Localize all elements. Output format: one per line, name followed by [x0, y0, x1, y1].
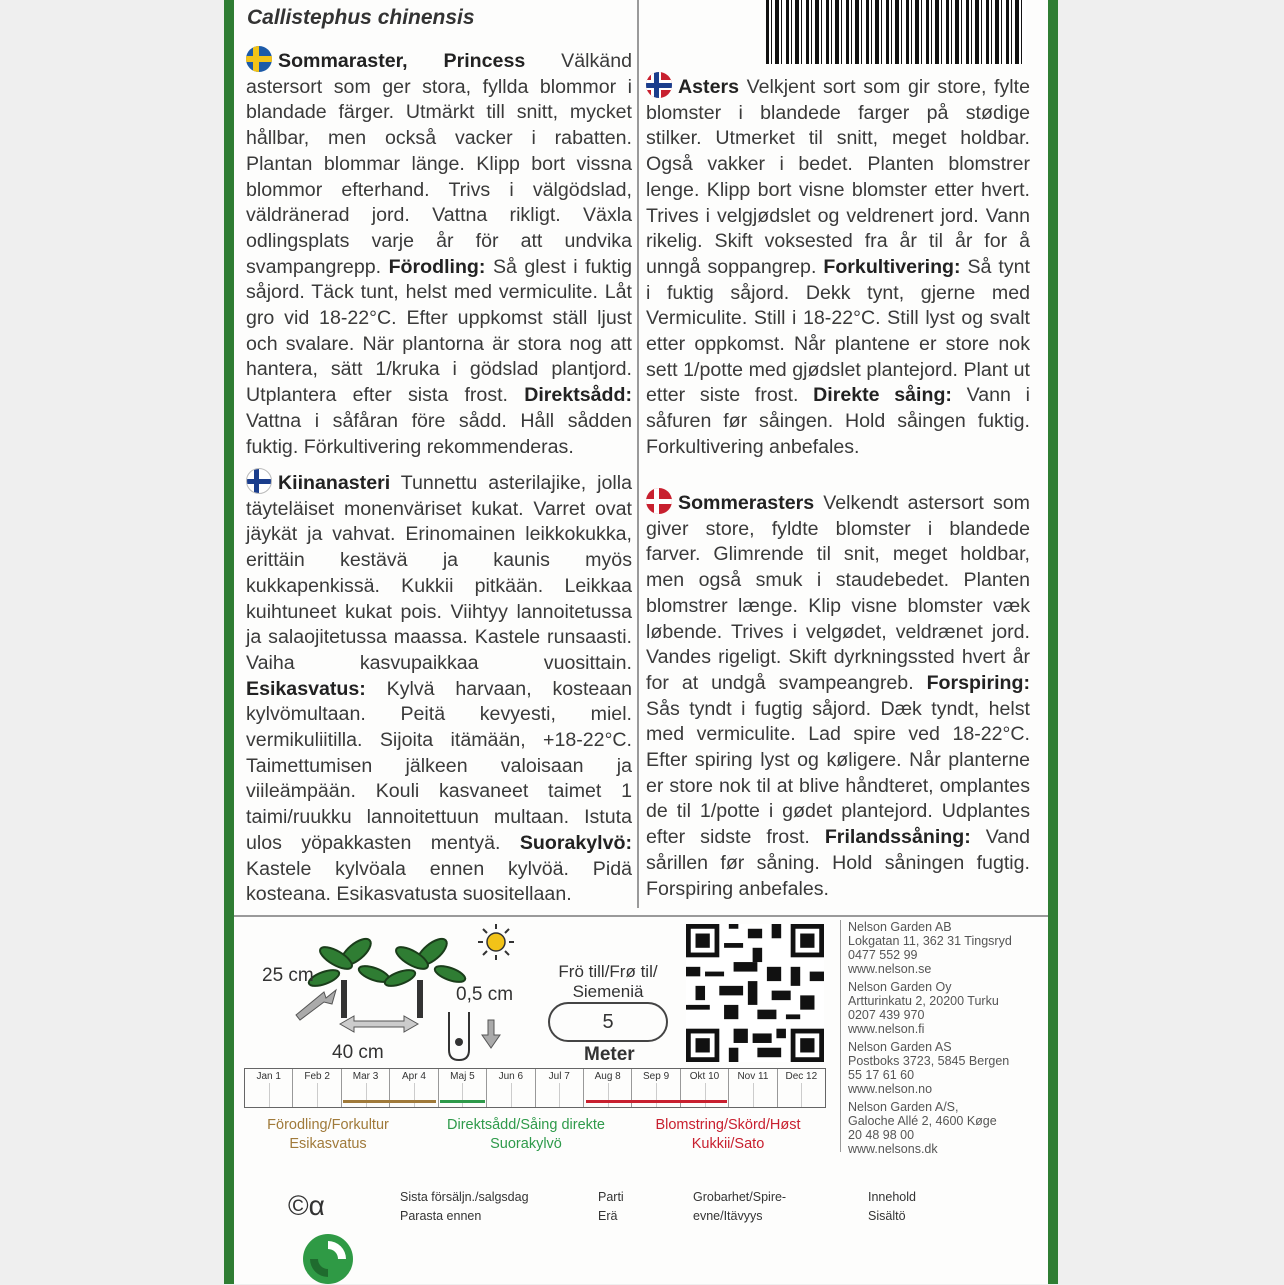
swedish-title: Sommaraster, Princess — [278, 50, 526, 72]
finnish-heading-2: Suorakylvö: — [519, 831, 632, 854]
legend-sow-indoor — [236, 1116, 420, 1154]
calendar-bar-direktsadd — [440, 1100, 485, 1103]
germination-label-line-1: Grobarhet/Spire- — [693, 1190, 787, 1204]
plant-spacing-label: 40 cm — [332, 1042, 384, 1063]
address-web: www.nelson.se — [848, 962, 932, 976]
norwegian-text-2: Vann i såfuren før såingen. Hold såingen fuktig. Forkultivering anbefales. — [646, 384, 1030, 458]
calendar-month: Okt 10 — [681, 1069, 729, 1107]
plant-illustration-2 — [383, 934, 467, 1018]
address-street: Lokgatan 11, 362 31 Tingsryd — [848, 934, 1012, 948]
lot-label-line-2: Erä — [598, 1209, 618, 1223]
calendar-month: Jan 1 — [245, 1069, 293, 1107]
alpha-mark: ©α — [288, 1190, 325, 1221]
content-label-line-1: Innehold — [868, 1190, 916, 1204]
barcode — [766, 0, 1026, 64]
calendar-month: Aug 8 — [584, 1069, 632, 1107]
sale-date-label-line-2: Parasta ennen — [400, 1209, 482, 1223]
finnish-text-1: Kylvä harvaan, kosteaan kylvömultaan. Peitä kevyesti, miel. vermikuliitilla. Sijoita itämään, +18-22°C. Taimettumisen jälkeen valoisaan ja viileämpään. Kouli kasvaneet taimet 1 taimi/ruukku lannoitettuun multaan. Istuta ulos yöpakkasten mentyä. — [246, 677, 632, 854]
sowing-depth-label: 0,5 cm — [456, 984, 514, 1005]
address-web: www.nelson.no — [848, 1082, 933, 1096]
danish-title: Sommerasters — [678, 492, 815, 514]
seed-count-box: 5 — [548, 1002, 668, 1042]
swedish-intro: Välkänd astersort som ger stora, fyllda blommor i blandade färger. Utmärkt till snitt, mycket hållbar, men också vacker i rabatten. Plantan blommar länge. Klipp bort vissna blommor efterhand. Trivs i välgödslad, väldränerad jord. Vattna rikligt. Växla odlingsplats varje år för att undvika svampangrepp. — [246, 50, 632, 278]
finnish-heading-1: Esikasvatus: — [246, 677, 366, 700]
address-name: Nelson Garden AB — [848, 920, 952, 934]
swedish-description — [246, 46, 632, 460]
address-phone: 55 17 61 60 — [848, 1068, 915, 1082]
finnish-description — [246, 468, 632, 908]
legend-sow-direct — [426, 1116, 626, 1154]
address-web: www.nelsons.dk — [848, 1142, 938, 1156]
norwegian-intro: Velkjent sort som gir store, fylte blomster i blandede farger på stødige stilker. Utmerket til snitt, meget holdbar. Også vakker i bedet. Planten blomstrer lenge. Klipp bort visne blomster etter hvert. Trives i velgjødslet og veldrenert jord. Vann rikelig. Skift voksested fra år til år for å unngå soppangrep. — [646, 76, 1030, 278]
lot-label-line-1: Parti — [598, 1190, 624, 1204]
address-name: Nelson Garden A/S, — [848, 1100, 959, 1114]
spacing-arrow-icon — [340, 1016, 418, 1032]
calendar-month: Sep 9 — [632, 1069, 680, 1107]
danish-text-1: Sås tyndt i fugtig såjord. Dæk tyndt, helst med vermiculite. Lad spire ved 18-22°C. Efter spiring lyst og køligere. Når planterne er store nok til at blive håndteret, omplantes de til 1/potte i gødet plantejord. Udplantes efter sidste frost. — [646, 697, 1030, 849]
norwegian-heading-2: Direkte såing: — [813, 384, 952, 407]
sun-icon — [478, 924, 514, 960]
danish-heading-2: Frilandssåning: — [824, 826, 971, 849]
finnish-flag-icon — [246, 468, 272, 494]
calendar-month: Apr 4 — [390, 1069, 438, 1107]
height-arrow-icon — [296, 990, 336, 1020]
address-web: www.nelson.fi — [848, 1022, 925, 1036]
left-green-stripe — [224, 0, 234, 1284]
right-green-stripe — [1048, 0, 1058, 1284]
sale-date-label — [400, 1188, 529, 1226]
calendar-month: Jul 7 — [536, 1069, 584, 1107]
norwegian-description — [646, 72, 1030, 461]
swedish-heading-2: Direktsådd: — [524, 384, 632, 407]
company-addresses — [848, 920, 1048, 1156]
norwegian-title: Asters — [678, 76, 739, 98]
sale-date-label-line-1: Sista försäljn./salgsdag — [400, 1190, 529, 1204]
section-divider — [234, 915, 1048, 917]
content-label-line-2: Sisältö — [868, 1209, 906, 1223]
finnish-intro: Tunnettu asterilajike, jolla täyteläiset monenväriset kukat. Varret ovat jäykät ja vahvat. Erinomainen leikkokukka, erittäin kestävä ja kaunis myös kukkapenkissä. Kukkii pitkään. Leikkaa kuihtuneet kukat pois. Viihtyy lannoitetussa ja salaojitetussa maassa. Kastele runsaasti. Vaiha kasvupaikkaa vuosittain. — [246, 472, 632, 674]
column-divider — [637, 0, 639, 908]
legend-sow-indoor-line-1: Förodling/Forkultur — [267, 1117, 389, 1133]
danish-flag-icon — [646, 488, 672, 514]
legend-bloom — [630, 1116, 826, 1154]
calendar-month: Nov 11 — [729, 1069, 777, 1107]
address-phone: 0477 552 99 — [848, 948, 918, 962]
legend-sow-direct-line-2: Suorakylvö — [490, 1136, 562, 1152]
depth-diagram — [449, 1012, 500, 1060]
address-street: Galoche Allé 2, 4600 Køge — [848, 1114, 997, 1128]
legend-sow-direct-line-1: Direktsådd/Såing direkte — [447, 1117, 605, 1133]
address-street: Artturinkatu 2, 20200 Turku — [848, 994, 999, 1008]
qr-code — [686, 924, 824, 1062]
calendar-month: Mar 3 — [342, 1069, 390, 1107]
sowing-calendar — [244, 1068, 826, 1108]
address-divider — [840, 920, 841, 1152]
address-name: Nelson Garden Oy — [848, 980, 952, 994]
swedish-text-2: Vattna i såfåran före sådd. Håll sådden fuktig. Förkultivering rekommenderas. — [246, 409, 632, 458]
address-phone: 0207 439 970 — [848, 1008, 925, 1022]
danish-description — [646, 488, 1030, 902]
calendar-month: Dec 12 — [778, 1069, 825, 1107]
finnish-title: Kiinanasteri — [278, 472, 391, 494]
seeds-for-label — [548, 962, 668, 1002]
legend-bloom-line-1: Blomstring/Skörd/Høst — [655, 1117, 801, 1133]
danish-heading-1: Forspiring: — [926, 671, 1030, 694]
lot-label — [598, 1188, 624, 1226]
calendar-month: Maj 5 — [439, 1069, 487, 1107]
latin-name: Callistephus chinensis — [247, 6, 475, 29]
calendar-bar-forodling — [343, 1100, 436, 1103]
address-name: Nelson Garden AS — [848, 1040, 952, 1054]
danish-intro: Velkendt astersort som giver store, fyldte blomster i blandede farver. Glimrende til snit, meget holdbar, men også smuk i staudebedet. Planten blomstrer længe. Klip visne blomster væk løbende. Trives i velgødet, veldrænet jord. Vandes rigeligt. Skift dyrkningssted hvert år for at undgå svampeangreb. — [646, 492, 1030, 694]
calendar-bar-blomstring — [586, 1100, 728, 1103]
danish-text-2: Vand sårillen før såning. Hold såningen fugtig. Forspiring anbefales. — [646, 826, 1031, 900]
plant-height-label: 25 cm — [262, 965, 314, 986]
content-label — [868, 1188, 916, 1226]
legend-bloom-line-2: Kukkii/Sato — [691, 1136, 765, 1152]
swedish-heading-1: Förodling: — [388, 255, 486, 278]
calendar-month: Jun 6 — [487, 1069, 535, 1107]
seed-count-unit: Meter — [584, 1044, 635, 1065]
finnish-text-2: Kastele kylvöala ennen kylvöä. Pidä kosteana. Esikasvatusta suositellaan. — [246, 857, 632, 906]
norwegian-heading-1: Forkultivering: — [823, 255, 961, 278]
norwegian-flag-icon — [646, 72, 672, 98]
calendar-month: Feb 2 — [293, 1069, 341, 1107]
germination-label — [693, 1188, 786, 1226]
swedish-flag-icon — [246, 46, 272, 72]
norwegian-text-1: Så tynt i fuktig såjord. Dekk tynt, gjerne med Vermiculite. Still i 18-22°C. Still lyst og svalt etter oppkomst. Når plantene er store nok sett 1/potte med gjødslet plantejord. Plant ut etter siste frost. — [646, 255, 1030, 407]
address-street: Postboks 3723, 5845 Bergen — [848, 1054, 1010, 1068]
legend-sow-indoor-line-2: Esikasvatus — [289, 1136, 367, 1152]
germination-label-line-2: evne/Itävyys — [693, 1209, 763, 1223]
address-phone: 20 48 98 00 — [848, 1128, 915, 1142]
green-dot-recycle-icon — [302, 1233, 354, 1285]
swedish-text-1: Så glest i fuktig såjord. Täck tunt, helst med vermiculite. Låt gro vid 18-22°C. Efter uppkomst ställ ljust och svalare. När plantorna är stora nog att hantera, sätt 1/kruka i gödslad plantjord. Utplantera efter sista frost. — [246, 255, 632, 407]
seeds-for-label-line-1: Frö till/Frø til/ — [558, 962, 658, 981]
seeds-for-label-line-2: Siemeniä — [572, 982, 644, 1001]
